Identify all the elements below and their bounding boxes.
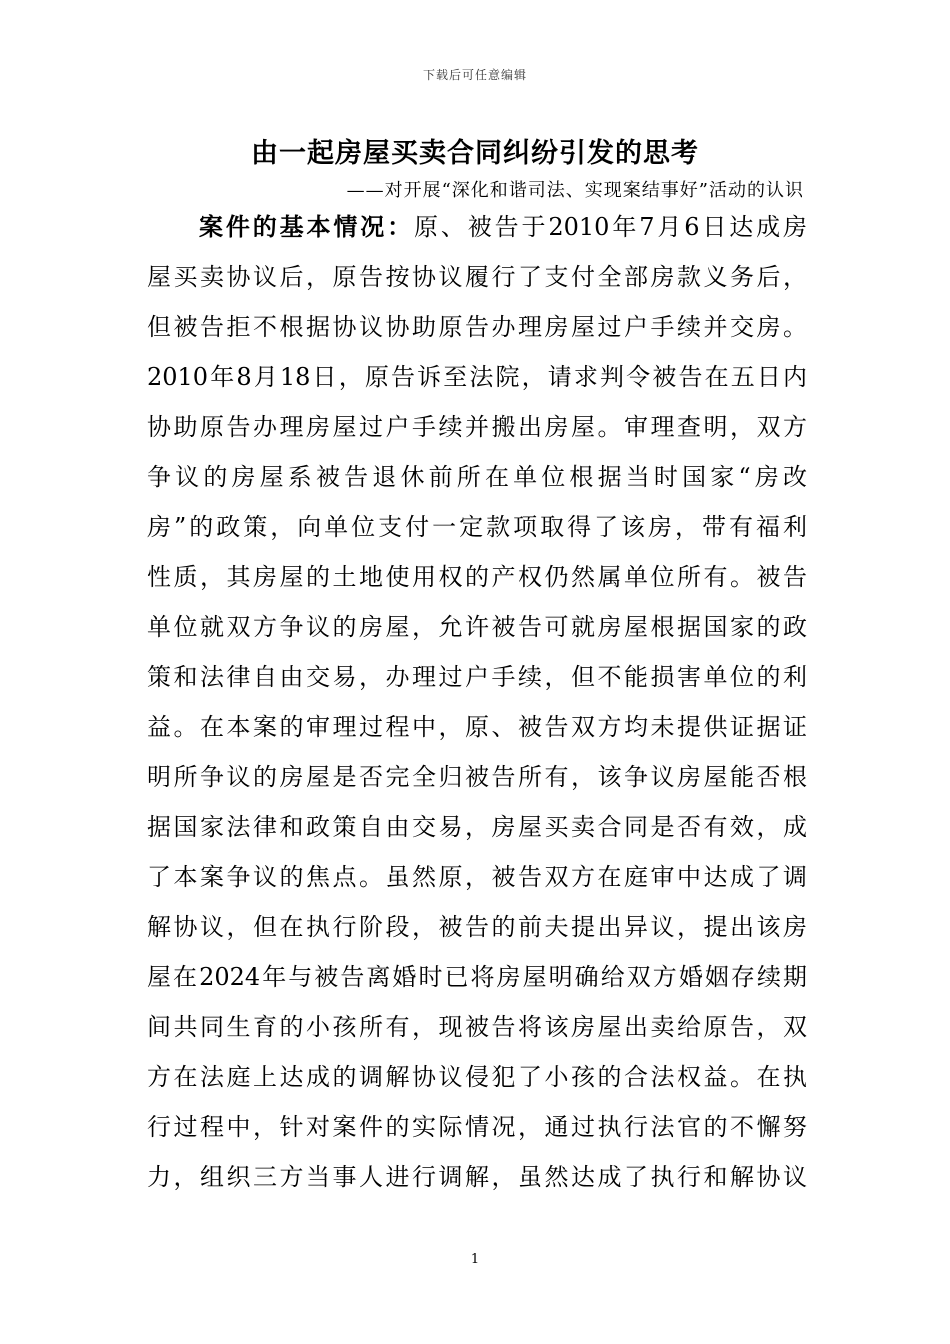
paragraph-line: 据国家法律和政策自由交易，房屋买卖合同是否有效，成 [147, 813, 807, 841]
document-subtitle: ——对开展“深化和谐司法、实现案结事好”活动的认识 [346, 180, 804, 201]
paragraph-line: 屋买卖协议后，原告按协议履行了支付全部房款义务后， [147, 263, 807, 291]
section-lead: 案件的基本情况： [199, 212, 414, 241]
paragraph-line: 间共同生育的小孩所有，现被告将该房屋出卖给原告，双 [147, 1013, 807, 1041]
paragraph-line: 协助原告办理房屋过户手续并搬出房屋。审理查明，双方 [147, 413, 807, 441]
paragraph-line: 房”的政策，向单位支付一定款项取得了该房，带有福利 [147, 513, 807, 541]
paragraph-first-line [147, 202, 807, 252]
body-text [147, 202, 807, 1202]
first-line-text: 原、被告于2010年7月6日达成房 [414, 213, 807, 241]
paragraph-line: 了本案争议的焦点。虽然原，被告双方在庭审中达成了调 [147, 863, 807, 891]
document-title: 由一起房屋买卖合同纠纷引发的思考 [251, 138, 699, 169]
paragraph-line: 性质，其房屋的土地使用权的产权仍然属单位所有。被告 [147, 563, 807, 591]
paragraph-line: 单位就双方争议的房屋，允许被告可就房屋根据国家的政 [147, 613, 807, 641]
paragraph-line: 力，组织三方当事人进行调解，虽然达成了执行和解协议 [147, 1163, 807, 1191]
page-number: 1 [470, 1252, 480, 1267]
page-header-note: 下载后可任意编辑 [422, 68, 527, 82]
paragraph-line: 但被告拒不根据协议协助原告办理房屋过户手续并交房。 [147, 313, 807, 341]
paragraph-line: 屋在2024年与被告离婚时已将房屋明确给双方婚姻存续期 [147, 963, 807, 991]
paragraph-line: 争议的房屋系被告退休前所在单位根据当时国家“房改 [147, 463, 807, 491]
paragraph-line: 2010年8月18日，原告诉至法院，请求判令被告在五日内 [147, 363, 807, 391]
paragraph-line: 明所争议的房屋是否完全归被告所有，该争议房屋能否根 [147, 763, 807, 791]
paragraph-line: 策和法律自由交易，办理过户手续，但不能损害单位的利 [147, 663, 807, 691]
paragraph-line: 方在法庭上达成的调解协议侵犯了小孩的合法权益。在执 [147, 1063, 807, 1091]
paragraph-line: 益。在本案的审理过程中，原、被告双方均未提供证据证 [147, 713, 807, 741]
paragraph-line: 行过程中，针对案件的实际情况，通过执行法官的不懈努 [147, 1113, 807, 1141]
paragraph-line: 解协议，但在执行阶段，被告的前夫提出异议，提出该房 [147, 913, 807, 941]
